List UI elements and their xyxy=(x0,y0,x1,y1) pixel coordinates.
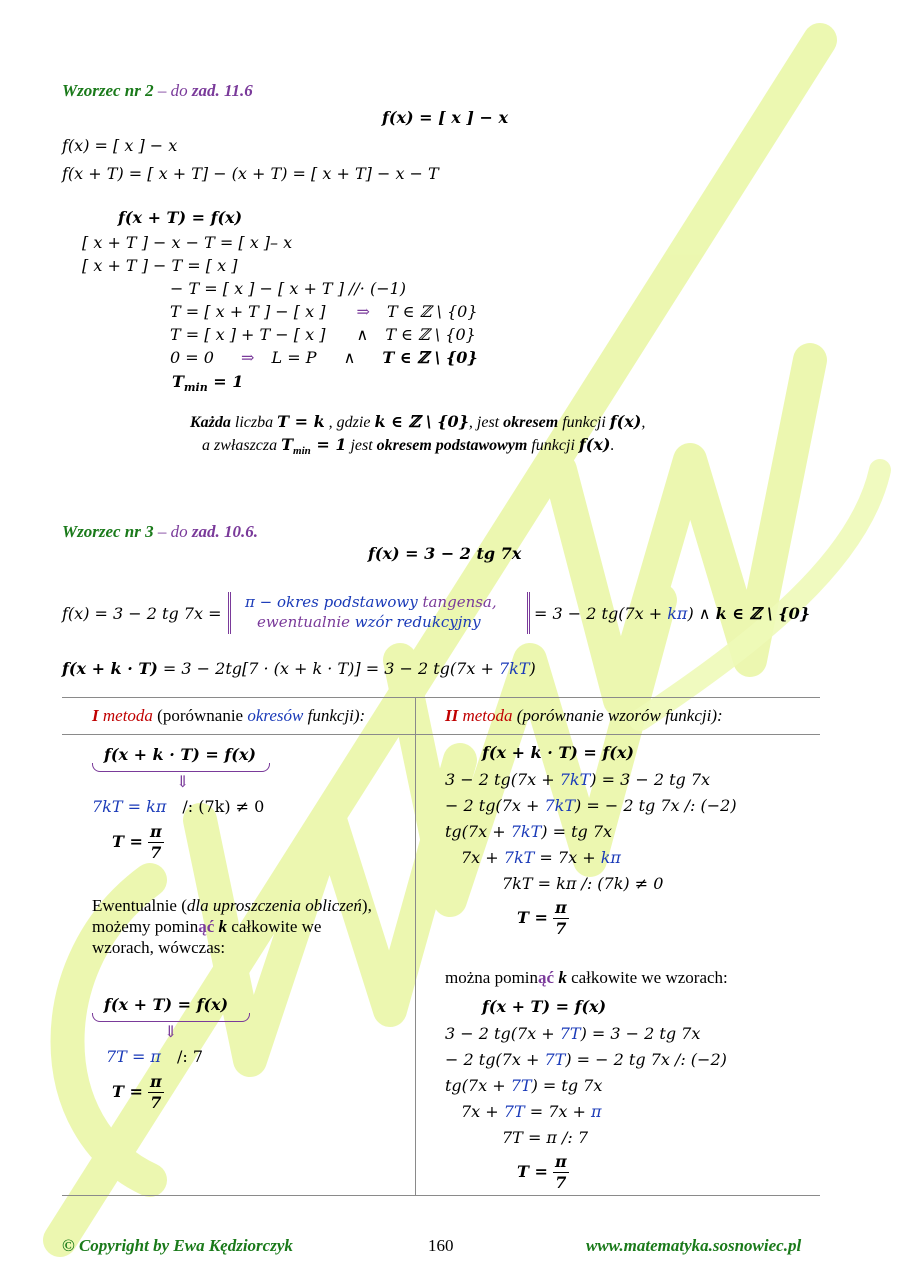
box-line2-blue: wzór redukcyjny xyxy=(354,613,481,631)
section3-formula: f(x) = 3 − 2 tg 7x xyxy=(368,544,522,563)
left-t-result2 xyxy=(112,1072,164,1113)
line1-b: = 3 − 2 tg(7x + xyxy=(534,604,668,623)
left-note2 xyxy=(92,917,321,937)
right-r3 xyxy=(445,796,737,815)
lh-a: I xyxy=(92,706,99,725)
section2-conclusion1 xyxy=(190,412,645,432)
frac-numerator: π xyxy=(149,822,162,841)
eq6-right: T ∈ ℤ \ {0} xyxy=(385,325,476,344)
and-symbol: ∧ xyxy=(343,348,356,367)
s5c: = 7x + xyxy=(524,1102,591,1121)
tmin-val: = 1 xyxy=(207,372,244,391)
section2-eq2: [ x + T ] − x − T = [ x ]– x xyxy=(82,233,293,252)
right-r6: 7kT = kπ /: (7k) ≠ 0 xyxy=(502,874,664,893)
concl2-c: min xyxy=(293,445,311,458)
eq5-right: T ∈ ℤ \ {0} xyxy=(387,302,478,321)
fraction-pi-over-7 xyxy=(148,822,164,863)
rh-b: metoda xyxy=(458,706,513,725)
right-r2 xyxy=(445,770,710,789)
and-symbol: ∧ xyxy=(356,325,369,344)
concl2-d: = 1 xyxy=(310,435,347,454)
s5a: 7x + xyxy=(461,1102,504,1121)
s2c: ) = 3 − 2 tg 7x xyxy=(580,1024,701,1043)
left-eq2a: 7kT = kπ xyxy=(92,797,167,816)
section2-line2: f(x + T) = [ x + T] − (x + T) = [ x + T] − x − T xyxy=(62,164,439,183)
concl1-g: okresem xyxy=(503,414,559,431)
rh-a: II xyxy=(445,706,459,725)
line2-d: ) xyxy=(529,659,536,678)
note2-b: ąć xyxy=(198,917,215,936)
concl2-g: funkcji xyxy=(527,437,579,454)
section3-line1-left: f(x) = 3 − 2 tg 7x = xyxy=(62,604,222,623)
section3-ref: zad. 10.6. xyxy=(191,522,258,541)
left-eq-top: f(x + k · T) = f(x) xyxy=(104,745,256,764)
frac-numerator: π xyxy=(149,1072,162,1091)
right-r5 xyxy=(461,848,621,867)
eq7-a: 0 = 0 xyxy=(170,348,214,367)
line2-c: 7kT xyxy=(498,659,530,678)
right-s6: 7T = π /: 7 xyxy=(502,1128,589,1147)
frac-denominator: 7 xyxy=(555,1173,567,1192)
r5d: kπ xyxy=(600,848,621,867)
r3b: 7kT xyxy=(544,796,575,815)
left-t-eq: T = xyxy=(112,832,143,851)
box-line2-purple: ewentualnie xyxy=(257,613,355,631)
right-r1: f(x + k · T) = f(x) xyxy=(482,743,634,762)
section2-line1: f(x) = [ x ] − x xyxy=(62,136,178,155)
box-line1-purple: tangensa, xyxy=(417,593,497,611)
r5a: 7x + xyxy=(461,848,504,867)
left-eq-top2: f(x + T) = f(x) xyxy=(104,995,229,1014)
left-t-eq2: T = xyxy=(112,1082,143,1101)
right-r4 xyxy=(445,822,612,841)
note1-c: ), xyxy=(361,896,372,915)
footer-url[interactable]: www.matematyka.sosnowiec.pl xyxy=(586,1236,802,1255)
right-s2 xyxy=(445,1024,700,1043)
note1-a: Ewentualnie ( xyxy=(92,896,187,915)
s5d: π xyxy=(591,1102,602,1121)
rnote-c: k xyxy=(554,968,567,987)
left-t-result xyxy=(112,822,164,863)
concl1-f: , jest xyxy=(468,414,504,431)
lh-d: okresów xyxy=(247,706,304,725)
implies-icon: ⇒ xyxy=(241,348,255,367)
concl2-f: okresem podstawowym xyxy=(376,437,528,454)
note2-a: możemy pomin xyxy=(92,917,199,936)
r5b: 7kT xyxy=(503,848,535,867)
left-column-header xyxy=(92,706,365,726)
section2-formula: f(x) = [ x ] − x xyxy=(382,108,509,127)
section2-ref: zad. 11.6 xyxy=(191,81,253,100)
section3-dash: – do xyxy=(157,522,188,541)
s4c: ) = tg 7x xyxy=(531,1076,603,1095)
r2a: 3 − 2 tg(7x + xyxy=(445,770,560,789)
table-top-rule xyxy=(62,697,820,698)
section3-title: Wzorzec nr 3 xyxy=(62,522,154,541)
section2-title: Wzorzec nr 2 xyxy=(62,81,154,100)
lh-b: metoda xyxy=(98,706,153,725)
line2-a: f(x + k · T) xyxy=(62,659,158,678)
underbrace-1 xyxy=(92,763,270,772)
eq6-left: T = [ x ] + T − [ x ] xyxy=(170,325,326,344)
section2-eq4: − T = [ x ] − [ x + T ] //· (−1) xyxy=(170,279,407,298)
rnote-b: ąć xyxy=(538,968,555,987)
rh-c: (porównanie wzorów funkcji): xyxy=(512,706,723,725)
rnote-d: całkowite we wzorach: xyxy=(566,968,728,987)
right-s4 xyxy=(445,1076,602,1095)
s4b: 7T xyxy=(510,1076,532,1095)
concl1-b: liczba xyxy=(230,414,278,431)
line1-c: ) ∧ xyxy=(687,604,716,623)
frac-denominator: 7 xyxy=(150,1093,162,1112)
section2-tmin xyxy=(172,372,243,394)
r4c: ) = tg 7x xyxy=(541,822,613,841)
right-s3 xyxy=(445,1050,727,1069)
concl1-c: T = k xyxy=(277,412,325,431)
r4b: 7kT xyxy=(510,822,542,841)
section2-heading xyxy=(62,81,253,101)
section2-eq7 xyxy=(170,348,478,367)
section3-norm-box xyxy=(228,592,530,634)
note2-c: k xyxy=(214,917,228,936)
left-eq2 xyxy=(92,797,264,816)
right-t-eq2: T = xyxy=(517,1162,548,1181)
s4a: tg(7x + xyxy=(445,1076,511,1095)
concl2-h: f(x) xyxy=(578,435,611,454)
footer-copyright: © Copyright by Ewa Kędziorczyk xyxy=(62,1236,293,1255)
concl1-h: funkcji xyxy=(558,414,610,431)
footer-page-number: 160 xyxy=(428,1236,454,1255)
line1-kpi: kπ xyxy=(667,604,688,623)
fraction-pi-over-7 xyxy=(553,898,569,939)
concl1-j: , xyxy=(641,414,646,431)
s3a: − 2 tg(7x + xyxy=(445,1050,545,1069)
concl2-b: T xyxy=(281,435,294,454)
concl1-i: f(x) xyxy=(609,412,642,431)
lh-c: (porównanie xyxy=(152,706,248,725)
section2-conclusion2 xyxy=(202,435,614,457)
section2-eq1: f(x + T) = f(x) xyxy=(118,208,243,227)
s3c: ) = − 2 tg 7x /: (−2) xyxy=(565,1050,727,1069)
left-note3: wzorach, wówczas: xyxy=(92,938,226,957)
lh-e: funkcji): xyxy=(303,706,366,725)
tmin-sub: min xyxy=(183,381,208,395)
left-eq3b: /: 7 xyxy=(176,1047,203,1066)
table-header-rule xyxy=(62,734,820,735)
concl2-a: a zwłaszcza xyxy=(202,437,282,454)
concl1-e: k ∈ ℤ \ {0} xyxy=(374,412,469,431)
s3b: 7T xyxy=(544,1050,566,1069)
implies-icon: ⇒ xyxy=(356,302,370,321)
note1-b: dla uproszczenia obliczeń xyxy=(186,896,362,915)
note2-d: całkowite we xyxy=(227,917,322,936)
concl2-i: . xyxy=(610,437,615,454)
section2-eq6 xyxy=(170,325,476,344)
right-t-eq: T = xyxy=(517,908,548,927)
underbrace-2 xyxy=(92,1013,250,1022)
concl1-kazda: Każda xyxy=(190,414,231,431)
right-s5 xyxy=(461,1102,602,1121)
line1-d: k ∈ ℤ \ {0} xyxy=(715,604,811,623)
right-s1: f(x + T) = f(x) xyxy=(482,997,607,1016)
eq7-c: L = P xyxy=(271,348,317,367)
r4a: tg(7x + xyxy=(445,822,511,841)
down-double-arrow-icon: ⇓ xyxy=(164,1022,178,1041)
table-bottom-rule xyxy=(62,1195,820,1196)
table-column-divider xyxy=(415,697,416,1195)
section3-line2 xyxy=(62,659,536,678)
line2-b: = 3 − 2tg[7 · (x + k · T)] = 3 − 2 tg(7x + xyxy=(157,659,499,678)
section2-dash: – do xyxy=(157,81,188,100)
right-t-result2 xyxy=(517,1152,569,1193)
frac-denominator: 7 xyxy=(150,843,162,862)
left-eq2b: /: (7k) ≠ 0 xyxy=(182,797,265,816)
right-column-header xyxy=(445,706,723,726)
s2a: 3 − 2 tg(7x + xyxy=(445,1024,560,1043)
rnote-a: można pomin xyxy=(445,968,539,987)
r2b: 7kT xyxy=(559,770,591,789)
fraction-pi-over-7 xyxy=(553,1152,569,1193)
left-eq3 xyxy=(106,1047,203,1066)
frac-denominator: 7 xyxy=(555,919,567,938)
down-double-arrow-icon: ⇓ xyxy=(176,772,190,791)
eq5-left: T = [ x + T ] − [ x ] xyxy=(170,302,326,321)
left-eq3a: 7T = π xyxy=(106,1047,161,1066)
section3-line1-right xyxy=(534,604,810,623)
r5c: = 7x + xyxy=(534,848,601,867)
section3-heading xyxy=(62,522,258,542)
r3a: − 2 tg(7x + xyxy=(445,796,545,815)
box-line1-blue: π − okres podstawowy xyxy=(245,593,418,611)
right-t-result xyxy=(517,898,569,939)
concl1-d: , gdzie xyxy=(324,414,375,431)
frac-numerator: π xyxy=(554,1152,567,1171)
fraction-pi-over-7 xyxy=(148,1072,164,1113)
left-note1 xyxy=(92,896,372,916)
section2-eq5 xyxy=(170,302,478,321)
concl2-e: jest xyxy=(346,437,377,454)
r3c: ) = − 2 tg 7x /: (−2) xyxy=(575,796,737,815)
s2b: 7T xyxy=(559,1024,581,1043)
frac-numerator: π xyxy=(554,898,567,917)
s5b: 7T xyxy=(503,1102,525,1121)
tmin-T: T xyxy=(172,372,184,391)
eq7-e: T ∈ ℤ \ {0} xyxy=(382,348,478,367)
section2-eq3: [ x + T ] − T = [ x ] xyxy=(82,256,238,275)
right-note xyxy=(445,968,728,988)
r2c: ) = 3 − 2 tg 7x xyxy=(590,770,711,789)
